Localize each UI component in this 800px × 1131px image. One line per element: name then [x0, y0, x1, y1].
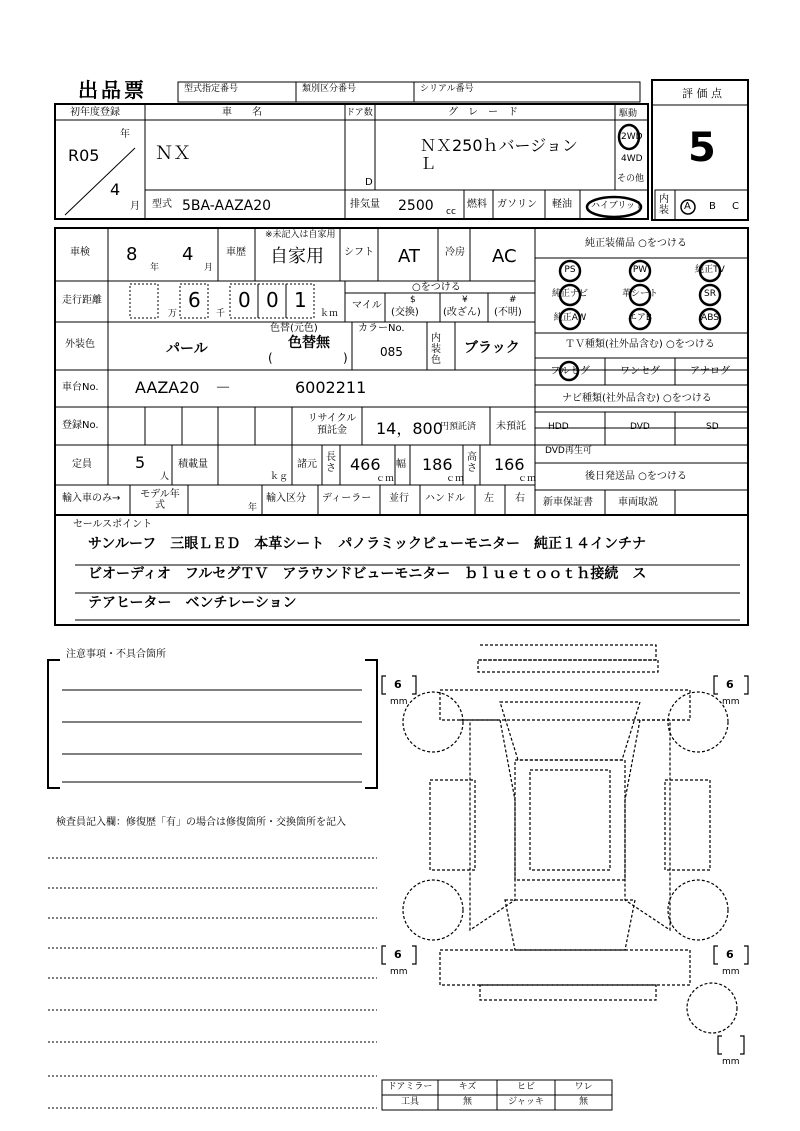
ext-color-value: パール — [166, 341, 208, 357]
capacity-value: 5 — [135, 453, 146, 472]
interior-label: 内装 — [659, 194, 669, 216]
shift-label: シフト — [344, 247, 374, 258]
first-reg-year-unit: 年 — [120, 129, 130, 140]
fuel-diesel: 軽油 — [552, 199, 572, 210]
crack-label: ヒビ — [516, 1082, 535, 1092]
equip-abs: ABS — [701, 313, 719, 323]
equip-pw: PW — [632, 265, 648, 275]
notice-label: 注意事項・不具合箇所 — [66, 649, 166, 660]
history-note: ※未記入は自家用 — [265, 230, 336, 240]
first-reg-label: 初年度登録 — [70, 107, 120, 118]
equip-ps: PS — [564, 265, 576, 275]
first-reg-year: R05 — [68, 146, 100, 165]
tv-fullseg: フルセグ — [550, 366, 590, 377]
navi-hdd: HDD — [548, 422, 569, 432]
recycle-value: 14，800 — [376, 419, 443, 438]
model-year-label: モデル年式 — [140, 489, 180, 511]
height-unit: ｃｍ — [518, 474, 537, 484]
scratch-label: キズ — [458, 1082, 477, 1092]
grade-line1: ＮＸ250ｈバージョン — [420, 136, 578, 155]
inspection-label: 車検 — [70, 247, 90, 258]
ac-value: AC — [492, 246, 517, 267]
grade-line2: Ｌ — [420, 154, 437, 173]
color-no-value: 085 — [380, 345, 403, 359]
car-diagram — [403, 645, 737, 1033]
sales-label: セールスポイント — [73, 519, 153, 530]
import-dealer: ディーラー — [322, 493, 372, 504]
tools-label: 工具 — [400, 1097, 419, 1107]
tire-fl-depth: 6 — [394, 678, 402, 691]
drive-other: その他 — [617, 174, 645, 184]
tire-fl-unit: mm — [390, 697, 408, 707]
reg-no-label: 登録No. — [62, 420, 99, 431]
equip-aw: 純正AW — [553, 313, 587, 323]
inspection-month: 4 — [182, 244, 194, 265]
mileage-km-unit: ｋｍ — [320, 309, 339, 319]
score-label: 評 価 点 — [682, 87, 722, 100]
int-color-label: 内装色 — [431, 333, 441, 366]
import-year-unit: 年 — [248, 503, 258, 513]
cc-unit: cc — [446, 207, 456, 217]
tire-rl-depth: 6 — [394, 948, 402, 961]
repaint-paren-close: ) — [343, 351, 348, 365]
tire-rr-depth: 6 — [726, 948, 734, 961]
recycle-label: リサイクル預託金 — [307, 413, 357, 436]
tv-analog: アナログ — [690, 366, 730, 377]
mileage-digit-4: 0 — [266, 288, 279, 312]
equipment-title: 純正装備品 ○をつける — [585, 238, 687, 249]
unknown-label: (不明) — [494, 307, 522, 318]
dvd-play: DVD再生可 — [545, 446, 592, 456]
score-value: 5 — [688, 125, 716, 171]
model-label: 型式 — [152, 199, 172, 210]
mileage-digit-3: 0 — [238, 288, 251, 312]
mileage-man-unit: 万 — [168, 309, 178, 319]
sales-line-1: サンルーフ 三眼ＬＥＤ 本革シート パノラミックビューモニター 純正１４インチナ — [88, 536, 646, 552]
door-suffix: D — [365, 177, 373, 188]
width-unit: ｃｍ — [446, 474, 465, 484]
recycle-paid: 円預託済 — [440, 422, 477, 432]
model-code: 5BA-AAZA20 — [182, 198, 272, 214]
doc-manual: 車両取説 — [618, 497, 658, 508]
sales-line-2: ビオーディオ フルセグＴＶ アラウンドビューモニター ｂｌｕｅｔｏｏｔｈ接続 ス — [88, 566, 647, 582]
break-label: ワレ — [574, 1082, 593, 1092]
repaint-paren-open: ( — [268, 351, 273, 365]
mileage-sen-unit: 千 — [216, 309, 226, 319]
tire-rl-unit: mm — [390, 967, 408, 977]
serial-label: シリアル番号 — [420, 84, 474, 94]
displacement-value: 2500 — [398, 198, 434, 214]
chassis-dash: － — [215, 378, 232, 397]
width-label: 幅 — [396, 459, 406, 470]
tire-rr-unit: mm — [722, 967, 740, 977]
tools-value: 無 — [462, 1097, 472, 1107]
equip-leather: 革シート — [621, 289, 658, 299]
length-label: 長さ — [326, 452, 336, 474]
first-reg-month-unit: 月 — [130, 201, 140, 212]
displacement-label: 排気量 — [350, 199, 380, 210]
equip-sr: SR — [704, 289, 716, 299]
shift-value: AT — [398, 246, 420, 267]
tire-fr-depth: 6 — [726, 678, 734, 691]
inspection-year-unit: 年 — [150, 263, 160, 273]
modified-label: (改ざん) — [443, 307, 481, 318]
mileage-mark-label: ○をつける — [412, 282, 461, 293]
interior-a: A — [684, 201, 691, 212]
fuel-label: 燃料 — [467, 199, 487, 210]
ac-label: 冷房 — [445, 247, 465, 258]
drive-label: 駆動 — [619, 109, 638, 119]
import-class-label: 輸入区分 — [266, 493, 306, 504]
inspection-month-unit: 月 — [204, 263, 214, 273]
length-value: 466 — [350, 455, 381, 474]
mileage-label: 走行距離 — [62, 295, 102, 306]
docs-title: 後日発送品 ○をつける — [585, 471, 687, 482]
width-value: 186 — [422, 455, 453, 474]
category-label: 類別区分番号 — [302, 84, 357, 94]
capacity-label: 定員 — [72, 459, 92, 470]
int-color-value: ブラック — [464, 340, 520, 356]
form-title: 出品票 — [78, 78, 147, 102]
load-label: 積載量 — [178, 459, 208, 470]
interior-c: C — [732, 201, 739, 212]
navi-sd: SD — [706, 422, 719, 432]
model-designation-label: 型式指定番号 — [184, 84, 239, 94]
car-name-label: 車 名 — [222, 107, 262, 118]
exchange-label: (交換) — [391, 307, 419, 318]
unknown-symbol: # — [509, 295, 517, 305]
drive-4wd: 4WD — [621, 154, 643, 164]
sales-line-3: テアヒーター ベンチレーション — [88, 595, 297, 611]
equip-navi: 純正ナビ — [551, 289, 588, 299]
history-label: 車歴 — [226, 247, 246, 258]
first-reg-month: 4 — [110, 180, 121, 199]
import-parallel: 並行 — [389, 493, 409, 504]
chassis-prefix: AAZA20 — [135, 378, 200, 397]
fuel-hybrid: ハイブリット — [591, 201, 645, 211]
navi-dvd: DVD — [630, 422, 650, 432]
repaint-value: 色替無 — [288, 335, 330, 351]
height-label: 高さ — [467, 452, 477, 474]
capacity-unit: 人 — [160, 472, 170, 482]
interior-b: B — [709, 201, 716, 212]
tv-title: ＴＶ種類(社外品含む) ○をつける — [565, 339, 715, 350]
exchange-symbol: $ — [410, 295, 416, 305]
chassis-label: 車台No. — [62, 382, 99, 393]
handle-left: 左 — [484, 493, 494, 504]
tire-spare-unit: mm — [722, 1057, 740, 1067]
repaint-label: 色替(元色) — [270, 323, 318, 334]
drive-2wd: 2WD — [621, 132, 643, 142]
color-no-label: カラーNo. — [358, 323, 405, 334]
inspection-year: 8 — [126, 244, 138, 265]
handle-right: 右 — [515, 493, 525, 504]
jack-label: ジャッキ — [508, 1097, 544, 1107]
height-value: 166 — [494, 455, 525, 474]
history-value: 自家用 — [270, 246, 324, 267]
handle-label: ハンドル — [425, 493, 465, 504]
tire-fr-unit: mm — [722, 697, 740, 707]
car-name: ＮＸ — [155, 143, 191, 164]
mileage-digit-5: 1 — [294, 288, 307, 312]
doc-warranty: 新車保証書 — [543, 497, 593, 508]
length-unit: ｃｍ — [376, 474, 395, 484]
door-label: ドア数 — [346, 108, 373, 118]
door-mirror-label: ドアミラー — [387, 1082, 433, 1092]
navi-title: ナビ種類(社外品含む) ○をつける — [562, 393, 712, 404]
grade-label: グ レ ー ド — [448, 107, 518, 118]
mileage-digit-2: 6 — [188, 288, 201, 312]
inspector-label: 検査員記入欄：修復歴「有」の場合は修復箇所・交換箇所を記入 — [56, 817, 346, 828]
chassis-number: 6002211 — [295, 378, 367, 397]
load-unit: ｋｇ — [270, 472, 289, 482]
fuel-gasoline: ガソリン — [497, 199, 537, 210]
modified-symbol: ¥ — [462, 295, 468, 305]
equip-airbag: エアB — [627, 313, 653, 323]
equip-tv: 純正TV — [695, 265, 725, 275]
dims-label: 諸元 — [297, 459, 317, 470]
ext-color-label: 外装色 — [65, 339, 95, 350]
import-label: 輸入車のみ→ — [62, 493, 121, 504]
recycle-unpaid: 未預託 — [496, 421, 526, 432]
mileage-mile: マイル — [352, 300, 382, 311]
tv-oneseg: ワンセグ — [620, 366, 660, 377]
jack-value: 無 — [578, 1097, 588, 1107]
